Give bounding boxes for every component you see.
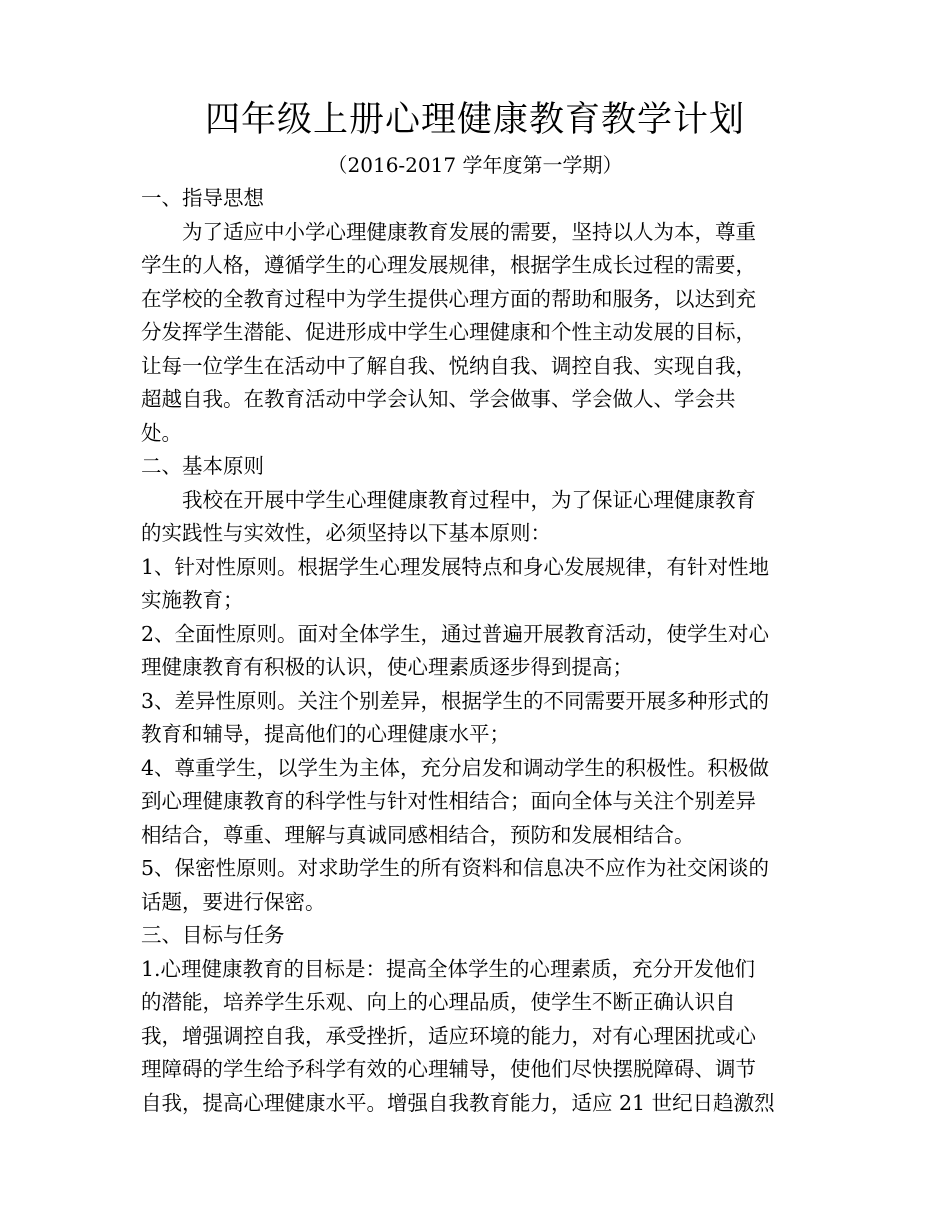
text-line: 理障碍的学生给予科学有效的心理辅导，使他们尽快摆脱障碍、调节 [141,1057,756,1081]
text-line: 学生的人格，遵循学生的心理发展规律，根据学生成长过程的需要， [141,253,756,277]
text-line: 让每一位学生在活动中了解自我、悦纳自我、调控自我、实现自我， [141,353,756,378]
text-line: 1、针对性原则。根据学生心理发展特点和身心发展规律，有针对性地 [141,554,770,579]
text-line: 1.心理健康教育的目标是：提高全体学生的心理素质，充分开发他们 [141,956,756,981]
text-line: 理健康教育有积极的认识，使心理素质逐步得到提高； [141,655,633,679]
text-line: 我校在开展中学生心理健康教育过程中，为了保证心理健康教育 [141,487,756,512]
text-line: 在学校的全教育过程中为学生提供心理方面的帮助和服务，以达到充 [141,286,756,311]
text-line: 到心理健康教育的科学性与针对性相结合；面向全体与关注个别差异 [141,789,756,813]
text-line: 二、基本原则 [141,454,264,478]
text-line: 一、指导思想 [141,186,264,210]
text-line: 超越自我。在教育活动中学会认知、学会做事、学会做人、学会共 [141,387,736,411]
text-line: 分发挥学生潜能、促进形成中学生心理健康和个性主动发展的目标， [141,320,756,344]
text-line: 的潜能，培养学生乐观、向上的心理品质，使学生不断正确认识自 [141,990,736,1014]
text-line: 3、差异性原则。关注个别差异，根据学生的不同需要开展多种形式的 [141,688,770,713]
text-line: 为了适应中小学心理健康教育发展的需要，坚持以人为本，尊重 [141,219,756,244]
text-line: 相结合，尊重、理解与真诚同感相结合，预防和发展相结合。 [141,822,695,847]
document-subtitle: （2016-2017 学年度第一学期） [327,153,623,177]
text-line: 5、保密性原则。对求助学生的所有资料和信息决不应作为社交闲谈的 [141,856,770,880]
document-body [141,182,809,1120]
text-line: 4、尊重学生，以学生为主体，充分启发和调动学生的积极性。积极做 [141,755,770,780]
text-line: 三、目标与任务 [141,923,285,947]
document-title: 四年级上册心理健康教育教学计划 [204,100,745,140]
text-line: 话题，要进行保密。 [141,889,326,914]
text-line: 我，增强调控自我，承受挫折，适应环境的能力，对有心理困扰或心 [141,1023,756,1048]
text-line: 处。 [141,420,182,445]
text-line: 教育和辅导，提高他们的心理健康水平； [141,722,510,746]
text-line: 自我，提高心理健康水平。增强自我教育能力，适应 21 世纪日趋激烈 [141,1090,775,1115]
text-line: 的实践性与实效性，必须坚持以下基本原则： [141,521,551,545]
text-line: 实施教育； [141,588,244,612]
text-line: 2、全面性原则。面对全体学生，通过普遍开展教育活动，使学生对心 [141,621,770,646]
